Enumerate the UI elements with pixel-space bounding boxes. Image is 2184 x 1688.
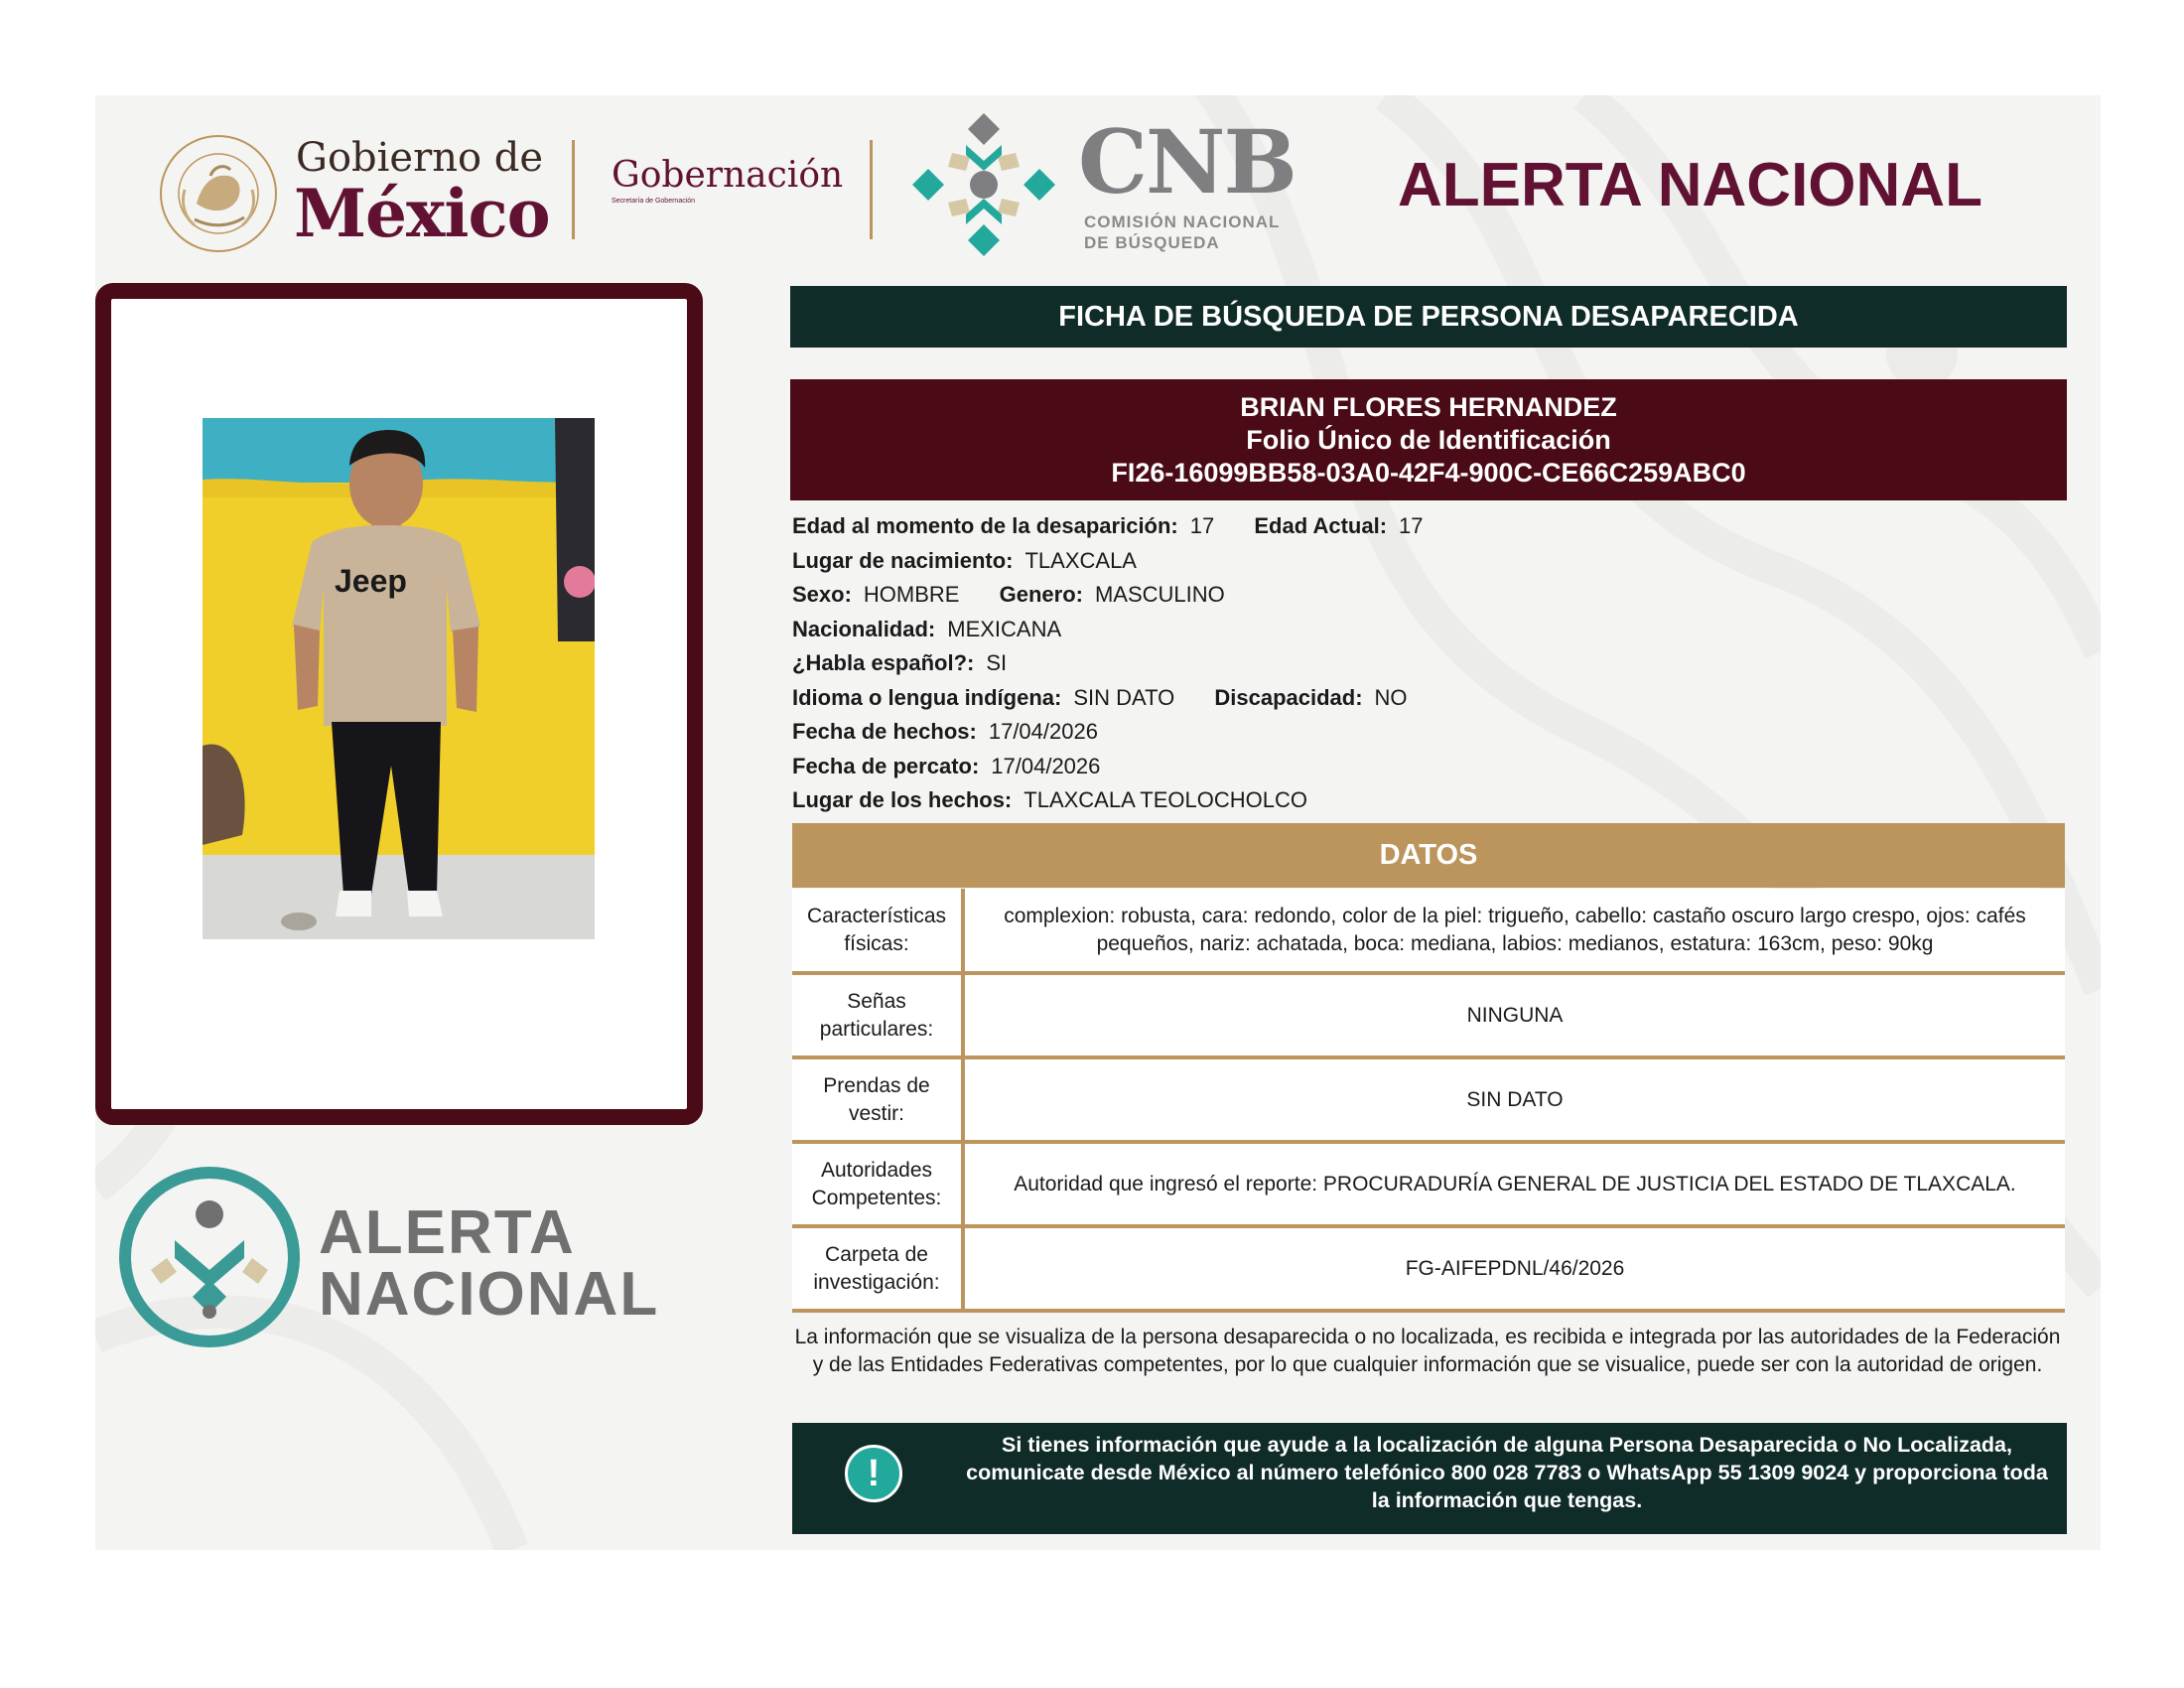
alerta-logo-line1: ALERTA	[319, 1198, 576, 1267]
folio-value: FI26-16099BB58-03A0-42F4-900C-CE66C259ABC0	[1111, 458, 1746, 488]
cnb-logo-icon	[904, 105, 1063, 264]
gobernacion-text: Gobernación	[612, 155, 844, 196]
field-row-idioma	[792, 681, 2063, 716]
fecha-percato-label: Fecha de percato:	[792, 753, 980, 778]
fecha-percato-value: 17/04/2026	[991, 753, 1101, 778]
datos-label: Autoridades Competentes:	[792, 1142, 963, 1226]
datos-value: complexion: robusta, cara: redondo, color de la piel: trigueño, cabello: castaño oscuro largo crespo, ojos: cafés pequeños, nariz: achatada, boca: mediana, labios: medianos, estatura: 163cm, peso: 90kg	[963, 889, 2065, 973]
disclaimer-text: La información que se visualiza de la persona desaparecida o no localizada, es recibida e integrada por las autoridades de la Federación y de las Entidades Federativas competentes, por lo que cualquier información que se visualice, puede ser con la autoridad de origen.	[794, 1326, 2061, 1376]
datos-label: Prendas de vestir:	[792, 1057, 963, 1142]
alerta-nacional-heading: ALERTA NACIONAL	[1398, 151, 1982, 219]
edad-desaparicion-value: 17	[1189, 513, 1215, 538]
table-row	[792, 889, 2065, 973]
table-row	[792, 973, 2065, 1057]
datos-label: Señas particulares:	[792, 973, 963, 1057]
mexico-text: México	[294, 175, 550, 252]
person-name-bar	[790, 379, 2067, 500]
field-row-nacionalidad	[792, 613, 2063, 647]
alerta-logo-line2: NACIONAL	[319, 1260, 660, 1329]
sexo-value: HOMBRE	[863, 582, 960, 607]
ficha-title-bar: FICHA DE BÚSQUEDA DE PERSONA DESAPARECIDA	[790, 286, 2067, 348]
datos-value: NINGUNA	[963, 973, 2065, 1057]
genero-label: Genero:	[999, 582, 1083, 607]
cnb-subtitle-line2: DE BÚSQUEDA	[1084, 233, 1220, 252]
alerta-nacional-logo-text	[319, 1198, 660, 1329]
edad-actual-value: 17	[1399, 513, 1424, 538]
field-row-fecha-hechos	[792, 715, 2063, 750]
cnb-subtitle	[1084, 211, 1280, 253]
person-fields	[792, 509, 2063, 818]
idioma-value: SIN DATO	[1073, 684, 1175, 710]
discapacidad-label: Discapacidad:	[1214, 684, 1363, 710]
datos-value: Autoridad que ingresó el reporte: PROCURADURÍA GENERAL DE JUSTICIA DEL ESTADO DE TLAXCALA.	[963, 1142, 2065, 1226]
field-row-habla	[792, 646, 2063, 681]
fecha-hechos-value: 17/04/2026	[988, 719, 1098, 744]
datos-table	[792, 889, 2065, 1313]
contact-info-text: Si tienes información que ayude a la localización de alguna Persona Desaparecida o No Localizada, comunicate desde México al número telefónico 800 028 7783 o WhatsApp 55 1309 9024 y proporciona toda la información que tengas.	[966, 1433, 2048, 1512]
gobernacion-subtitle: Secretaría de Gobernación	[612, 198, 696, 205]
lugar-hechos-value: TLAXCALA TEOLOCHOLCO	[1024, 787, 1307, 812]
sexo-label: Sexo:	[792, 582, 852, 607]
discapacidad-value: NO	[1374, 684, 1408, 710]
shirt-print-text: Jeep	[335, 563, 407, 599]
idioma-label: Idioma o lengua indígena:	[792, 684, 1062, 710]
cnb-title: CNB	[1078, 110, 1296, 213]
alert-sheet	[95, 95, 2101, 1550]
field-row-sexo	[792, 578, 2063, 613]
lugar-nacimiento-value: TLAXCALA	[1024, 547, 1137, 573]
edad-actual-label: Edad Actual:	[1254, 513, 1388, 538]
datos-value: SIN DATO	[963, 1057, 2065, 1142]
field-row-edad	[792, 509, 2063, 544]
genero-value: MASCULINO	[1094, 582, 1225, 607]
lugar-hechos-label: Lugar de los hechos:	[792, 787, 1013, 812]
table-row	[792, 1226, 2065, 1311]
habla-espanol-value: SI	[986, 650, 1008, 675]
edad-desaparicion-label: Edad al momento de la desaparición:	[792, 513, 1178, 538]
alerta-nacional-logo-icon	[115, 1163, 304, 1351]
gobierno-de-text: Gobierno de	[296, 135, 544, 181]
habla-espanol-label: ¿Habla español?:	[792, 650, 975, 675]
contact-info-bar	[792, 1423, 2067, 1534]
datos-heading: DATOS	[792, 823, 2065, 888]
field-row-lugar-hechos	[792, 783, 2063, 818]
cnb-subtitle-line1: COMISIÓN NACIONAL	[1084, 212, 1281, 231]
fecha-hechos-label: Fecha de hechos:	[792, 719, 977, 744]
nacionalidad-label: Nacionalidad:	[792, 616, 936, 641]
lugar-nacimiento-label: Lugar de nacimiento:	[792, 547, 1014, 573]
exclamation-icon: !	[845, 1445, 902, 1502]
national-emblem-icon	[155, 130, 282, 257]
person-name: BRIAN FLORES HERNANDEZ	[1240, 392, 1617, 422]
nacionalidad-value: MEXICANA	[947, 616, 1062, 641]
header-divider	[572, 140, 575, 239]
table-row	[792, 1142, 2065, 1226]
datos-label: Carpeta de investigación:	[792, 1226, 963, 1311]
field-row-fecha-percato	[792, 750, 2063, 784]
table-row	[792, 1057, 2065, 1142]
person-photo	[203, 418, 595, 939]
header-divider	[870, 140, 873, 239]
folio-label: Folio Único de Identificación	[1246, 425, 1611, 455]
datos-value: FG-AIFEPDNL/46/2026	[963, 1226, 2065, 1311]
field-row-nacimiento	[792, 544, 2063, 579]
datos-label: Características físicas:	[792, 889, 963, 973]
